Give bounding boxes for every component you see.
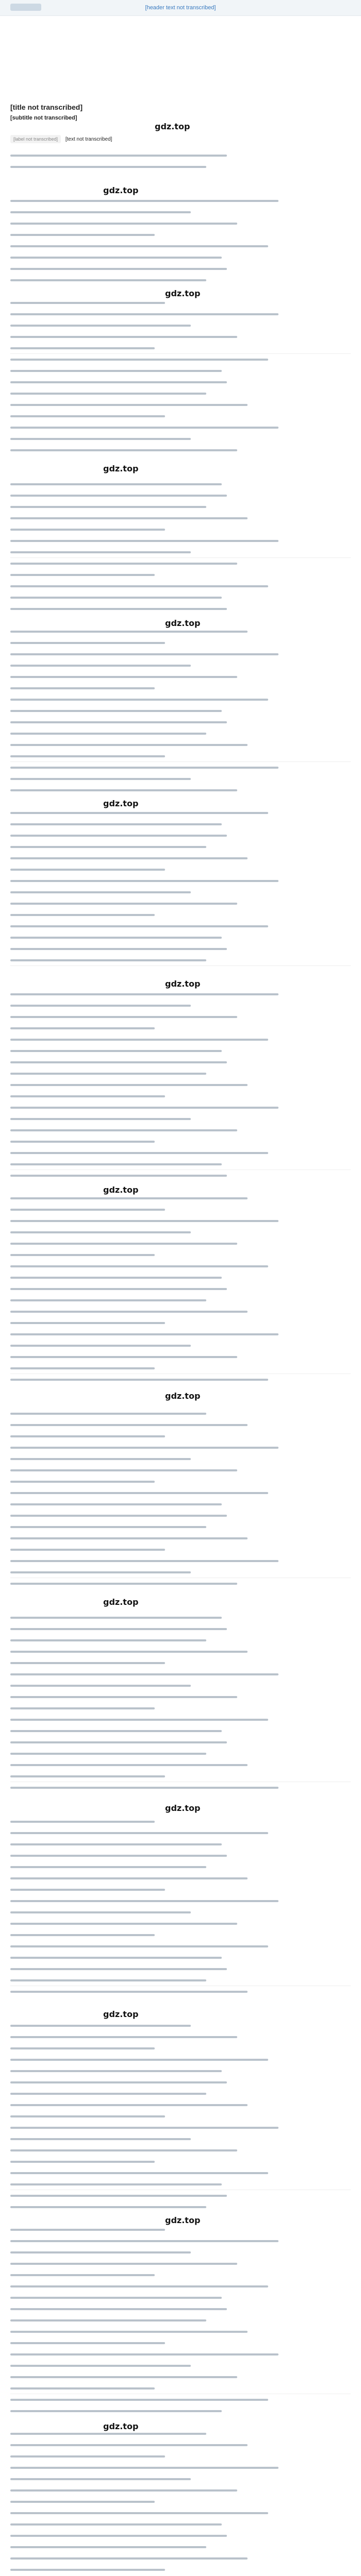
text-line <box>10 1027 155 1029</box>
watermark: gdz.top <box>155 122 190 131</box>
text-line <box>10 1628 227 1630</box>
text-line <box>10 1458 191 1460</box>
text-line <box>10 937 222 939</box>
text-line <box>10 2399 268 2401</box>
text-line <box>10 959 206 961</box>
text-line <box>10 551 191 553</box>
text-line <box>10 1288 227 1290</box>
text-line <box>10 1141 155 1143</box>
text-line <box>10 1775 165 1777</box>
text-line <box>10 925 268 927</box>
text-line <box>10 1084 248 1086</box>
watermark: gdz.top <box>165 618 201 628</box>
text-line <box>10 1900 278 1902</box>
text-line <box>10 1209 165 1211</box>
text-line <box>10 2263 237 2265</box>
text-line <box>10 1299 206 1301</box>
text-line <box>10 313 278 315</box>
text-line <box>10 2308 227 2310</box>
text-line <box>10 642 165 644</box>
text-line <box>10 1039 268 1041</box>
text-line <box>10 1855 227 1857</box>
text-line <box>10 1696 237 1698</box>
text-line <box>10 1322 165 1324</box>
text-line <box>10 1673 278 1675</box>
text-line <box>10 721 227 723</box>
text-line <box>10 2149 237 2151</box>
text-line <box>10 325 191 327</box>
text-line <box>10 1175 227 1177</box>
text-line <box>10 1265 268 1267</box>
text-line <box>10 1866 206 1868</box>
text-line <box>10 665 191 667</box>
text-line <box>10 1447 278 1449</box>
text-line <box>10 2523 222 2526</box>
text-line <box>10 1843 222 1845</box>
text-line <box>10 1707 155 1709</box>
text-line <box>10 1413 206 1415</box>
text-line <box>10 563 237 565</box>
text-line <box>10 1537 248 1539</box>
page-title: [title not transcribed] <box>10 103 83 111</box>
text-line <box>10 574 155 576</box>
text-line <box>10 540 278 542</box>
text-line <box>10 2569 165 2571</box>
text-line <box>10 1685 191 1687</box>
text-line <box>10 1560 278 1562</box>
text-line <box>10 1741 227 1743</box>
text-line <box>10 1719 268 1721</box>
watermark: gdz.top <box>103 2009 139 2019</box>
text-line <box>10 1311 248 1313</box>
section-divider <box>10 557 351 558</box>
text-line <box>10 1877 248 1879</box>
text-line <box>10 1923 237 1925</box>
text-line <box>10 1118 191 1120</box>
text-line <box>10 1333 278 1335</box>
text-line <box>10 302 165 304</box>
text-line <box>10 1254 155 1256</box>
text-line <box>10 2535 227 2537</box>
text-line <box>10 1911 191 1913</box>
text-line <box>10 2274 155 2276</box>
text-line <box>10 1107 278 1109</box>
text-line <box>10 1277 222 1279</box>
text-line <box>10 812 268 814</box>
text-line <box>10 1821 155 1823</box>
watermark: gdz.top <box>103 464 139 473</box>
text-line <box>10 1515 227 1517</box>
text-line <box>10 1220 278 1222</box>
text-line <box>10 676 237 678</box>
text-line <box>10 2183 222 2185</box>
text-line <box>10 1481 155 1483</box>
text-line <box>10 2104 248 2106</box>
text-line <box>10 1163 222 1165</box>
text-line <box>10 1231 191 1233</box>
text-line <box>10 2127 278 2129</box>
text-line <box>10 733 206 735</box>
text-line <box>10 268 227 270</box>
watermark: gdz.top <box>103 1597 139 1607</box>
text-line <box>10 2036 237 2038</box>
text-line <box>10 1356 237 1358</box>
text-line <box>10 1945 268 1947</box>
text-line <box>10 2501 155 2503</box>
label-row <box>10 135 351 143</box>
text-line <box>10 234 155 236</box>
text-line <box>10 1730 222 1732</box>
text-line <box>10 1968 227 1970</box>
watermark: gdz.top <box>165 2215 201 2225</box>
label-badge: [label not transcribed] <box>10 135 61 143</box>
text-line <box>10 2455 165 2458</box>
text-line <box>10 2229 165 2231</box>
text-line <box>10 1503 222 1505</box>
text-line <box>10 1367 155 1369</box>
text-line <box>10 506 206 508</box>
section-divider <box>10 965 351 966</box>
section-subtitle: [subtitle not transcribed] <box>10 115 77 121</box>
text-line <box>10 2467 278 2469</box>
text-line <box>10 2206 206 2208</box>
watermark: gdz.top <box>165 979 201 989</box>
text-line <box>10 483 222 485</box>
text-line <box>10 1379 268 1381</box>
text-line <box>10 211 191 213</box>
text-line <box>10 1095 165 1097</box>
text-line <box>10 1639 206 1641</box>
text-line <box>10 1753 206 1755</box>
text-line <box>10 2195 227 2197</box>
text-line <box>10 1526 206 1528</box>
text-line <box>10 823 222 825</box>
text-line <box>10 1435 165 1437</box>
text-line <box>10 1617 222 1619</box>
text-line <box>10 223 237 225</box>
text-line <box>10 1991 248 1993</box>
text-line <box>10 1651 248 1653</box>
text-line <box>10 1129 237 1131</box>
text-line <box>10 2240 278 2242</box>
text-line <box>10 2297 222 2299</box>
text-line <box>10 846 206 848</box>
top-bar <box>0 0 361 16</box>
text-line <box>10 891 191 893</box>
text-line <box>10 2410 222 2412</box>
text-line <box>10 529 165 531</box>
text-line <box>10 336 237 338</box>
text-line <box>10 835 227 837</box>
text-line <box>10 1061 227 1063</box>
text-line <box>10 597 222 599</box>
text-line <box>10 2433 206 2435</box>
text-line <box>10 585 268 587</box>
text-line <box>10 1957 222 1959</box>
text-line <box>10 1152 268 1154</box>
text-line <box>10 1197 248 1199</box>
text-line <box>10 438 191 440</box>
text-line <box>10 993 278 995</box>
text-line <box>10 1345 191 1347</box>
text-line <box>10 1832 268 1834</box>
text-line <box>10 404 248 406</box>
text-line <box>10 1050 222 1052</box>
text-line <box>10 2251 191 2253</box>
text-line <box>10 166 206 168</box>
section-divider <box>10 353 351 354</box>
text-line <box>10 1016 237 1018</box>
text-line <box>10 744 248 746</box>
text-line <box>10 2353 278 2355</box>
text-line <box>10 155 227 157</box>
text-line <box>10 2161 155 2163</box>
text-line <box>10 1492 268 1494</box>
text-line <box>10 2285 268 2287</box>
text-line <box>10 393 206 395</box>
text-line <box>10 948 227 950</box>
text-line <box>10 2172 268 2174</box>
text-line <box>10 2444 248 2446</box>
text-line <box>10 914 155 916</box>
label-text: [text not transcribed] <box>65 137 112 142</box>
text-line <box>10 1571 191 1573</box>
text-line <box>10 608 227 610</box>
text-line <box>10 2512 268 2514</box>
text-line <box>10 1469 237 1471</box>
header-hint[interactable]: [header text not transcribed] <box>145 5 216 11</box>
text-line <box>10 1764 248 1766</box>
text-line <box>10 347 155 349</box>
text-line <box>10 370 222 372</box>
text-line <box>10 2365 191 2367</box>
text-line <box>10 2059 268 2061</box>
text-line <box>10 903 237 905</box>
text-line <box>10 2557 248 2560</box>
text-line <box>10 2138 191 2140</box>
watermark: gdz.top <box>103 799 139 808</box>
text-line <box>10 857 248 859</box>
watermark: gdz.top <box>103 1185 139 1195</box>
text-line <box>10 2093 206 2095</box>
text-line <box>10 2081 227 2083</box>
text-line <box>10 2319 206 2321</box>
text-line <box>10 427 278 429</box>
text-line <box>10 2489 237 2492</box>
text-line <box>10 2331 248 2333</box>
text-line <box>10 1424 248 1426</box>
text-line <box>10 1662 165 1664</box>
text-line <box>10 1787 278 1789</box>
watermark: gdz.top <box>165 289 201 298</box>
text-line <box>10 653 278 655</box>
text-line <box>10 699 268 701</box>
text-line <box>10 1073 206 1075</box>
text-line <box>10 2025 191 2027</box>
text-line <box>10 517 248 519</box>
text-line <box>10 2115 165 2117</box>
watermark: gdz.top <box>165 1803 201 1813</box>
text-line <box>10 869 165 871</box>
text-line <box>10 2047 155 2049</box>
text-line <box>10 1979 206 1981</box>
text-line <box>10 2342 165 2344</box>
text-line <box>10 359 268 361</box>
watermark: gdz.top <box>103 2421 139 2431</box>
text-line <box>10 710 222 712</box>
text-line <box>10 415 165 417</box>
text-line <box>10 381 227 383</box>
text-line <box>10 449 237 451</box>
text-line <box>10 2387 155 2389</box>
text-line <box>10 1005 191 1007</box>
text-line <box>10 755 165 757</box>
text-line <box>10 880 278 882</box>
section-divider <box>10 761 351 762</box>
text-line <box>10 200 278 202</box>
text-line <box>10 778 191 780</box>
watermark: gdz.top <box>103 185 139 195</box>
text-line <box>10 2070 222 2072</box>
text-line <box>10 631 248 633</box>
text-line <box>10 279 206 281</box>
text-line <box>10 257 222 259</box>
text-line <box>10 2546 206 2548</box>
text-line <box>10 687 155 689</box>
watermark: gdz.top <box>165 1391 201 1401</box>
text-line <box>10 495 227 497</box>
text-line <box>10 1549 165 1551</box>
text-line <box>10 1583 237 1585</box>
text-line <box>10 245 268 247</box>
text-line <box>10 1889 165 1891</box>
text-line <box>10 767 278 769</box>
text-line <box>10 1243 237 1245</box>
text-line <box>10 2478 191 2480</box>
text-line <box>10 2376 237 2378</box>
text-line <box>10 1934 155 1936</box>
text-line <box>10 789 237 791</box>
